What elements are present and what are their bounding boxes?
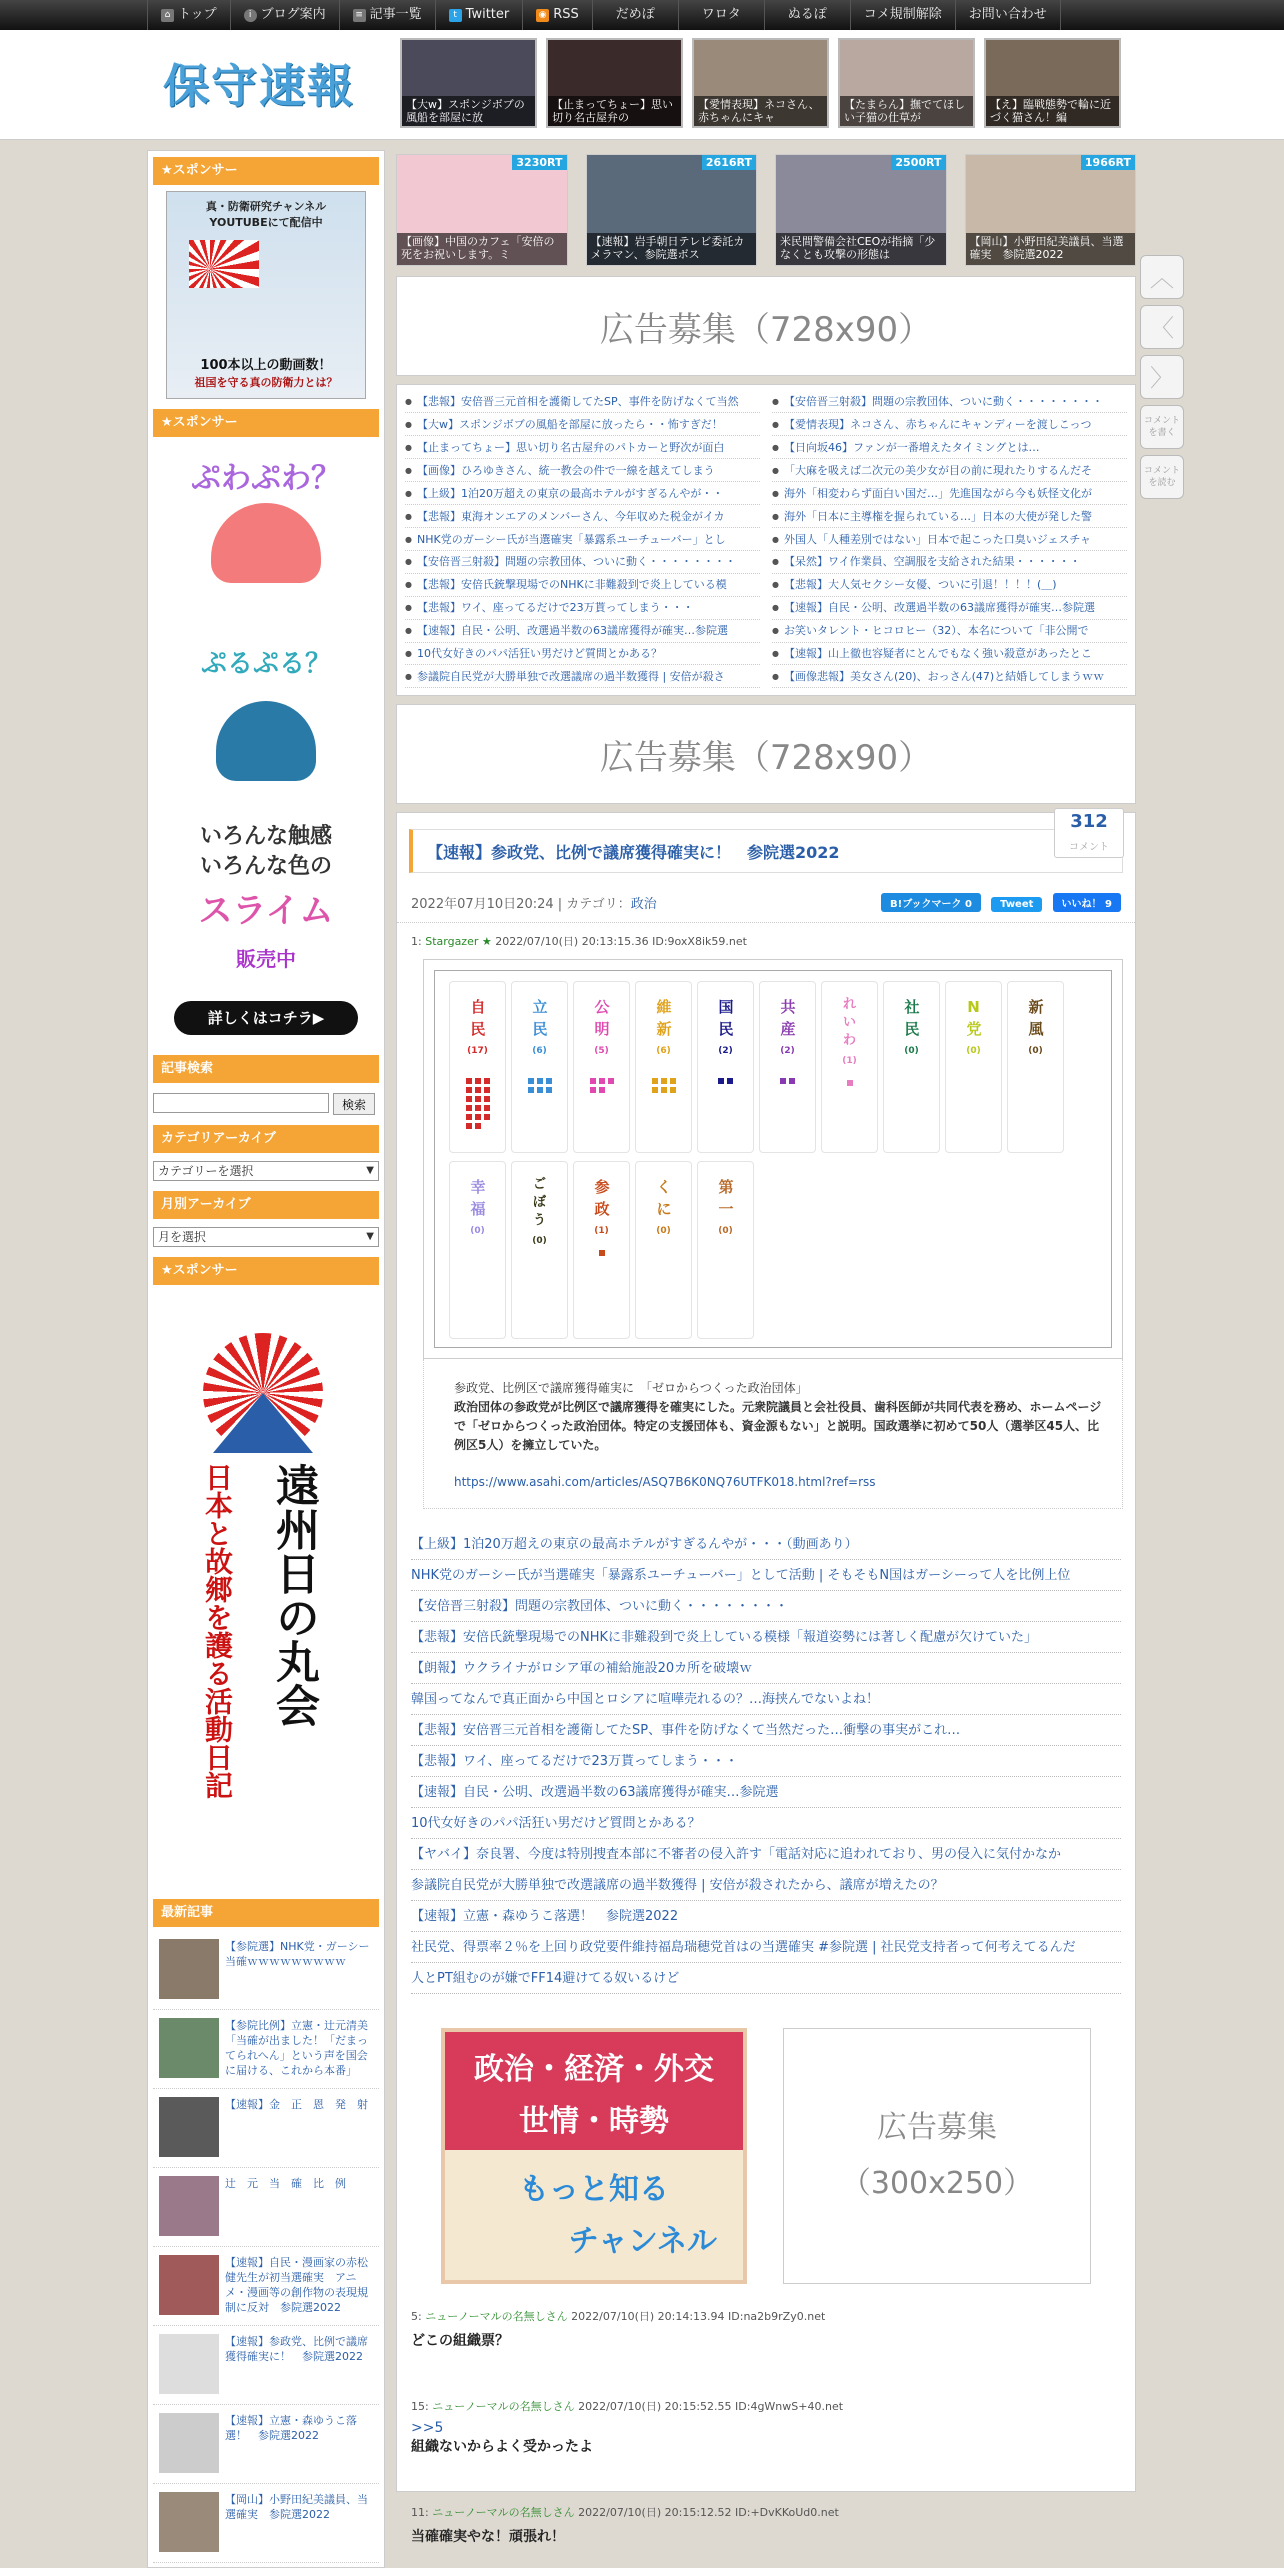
comment	[411, 2308, 1121, 2350]
related-link[interactable]: 【上級】1泊20万超えの東京の最高ホテルがすぎるんやが・・・（動画あり）	[411, 1529, 1121, 1560]
article-meta	[397, 883, 1135, 923]
party-card	[821, 981, 878, 1153]
banner-slime-t7: 詳しくはコチラ▶	[174, 1001, 358, 1035]
recent-post[interactable]: 【速報】立憲・森ゆうこ落選！ 参院選2022	[153, 2405, 379, 2484]
quote-url[interactable]: https://www.asahi.com/articles/ASQ7B6K0NQ76UTFK018.html?ref=rss	[454, 1475, 876, 1489]
related-link[interactable]: 【悲報】ワイ、座ってるだけで23万貰ってしまう・・・	[411, 1746, 1121, 1777]
banner-sub: YOUTUBEにて配信中	[209, 216, 323, 229]
banner-slime-t6: 販売中	[236, 947, 296, 971]
reply-anchor[interactable]: >>5	[411, 2420, 444, 2436]
scroll-up-button[interactable]	[1140, 255, 1184, 299]
party-card	[759, 981, 816, 1153]
seat-dot	[546, 1078, 552, 1084]
party-card	[697, 1161, 754, 1339]
recent-post[interactable]: 【岡山】小野田紀美議員、当選確実 参院選2022	[153, 2484, 379, 2563]
mount-fuji-icon	[213, 1393, 313, 1453]
seat-dot	[661, 1087, 667, 1093]
header-thumb[interactable]: 【愛情表現】ネコさん、赤ちゃんにキャ	[692, 38, 829, 128]
seat-dots	[574, 1078, 629, 1093]
seat-dot	[652, 1087, 658, 1093]
recent-post[interactable]: 辻 元 当 確 比 例	[153, 2168, 379, 2247]
comment-author: ニューノーマルの名無しさん	[432, 2400, 575, 2413]
party-card	[883, 981, 940, 1153]
link-item[interactable]: ● お笑いタレント・ヒコロヒー（32）、本名について「非公開で	[772, 620, 1127, 642]
party-card	[635, 1161, 692, 1339]
header-thumb[interactable]: 【たまらん】撫でてほしい子猫の仕草が	[838, 38, 975, 128]
prev-button[interactable]	[1140, 305, 1184, 349]
party-name: 共産	[780, 998, 796, 1038]
link-item[interactable]: ● 【愛情表現】ネコさん、赤ちゃんにキャンディーを渡しこっつ	[772, 414, 1127, 436]
party-name: 公明	[594, 998, 610, 1038]
link-item[interactable]: ● 【悲報】東海オンエアのメンバーさん、今年収めた税金がイカ	[405, 506, 760, 528]
twitter-icon: t	[449, 9, 462, 22]
seat-dot	[537, 1087, 543, 1093]
comment-date: 2022/07/10(日) 20:13:15.36 ID:9oxX8ik59.net	[495, 935, 747, 948]
party-card	[449, 1161, 506, 1339]
party-card	[573, 981, 630, 1153]
floating-nav	[1140, 255, 1186, 505]
read-comment-button[interactable]: コメントを読む	[1140, 455, 1184, 499]
party-name: 立民	[532, 998, 548, 1038]
link-item[interactable]: ● 外国人「人種差別ではない」日本で起こった口臭いジェスチャ	[772, 529, 1127, 551]
nav-comment-unblock[interactable]: コメ規制解除	[850, 0, 955, 30]
top-nav-items	[147, 0, 1061, 30]
seat-dot	[590, 1087, 596, 1093]
month-select[interactable]	[153, 1227, 379, 1247]
month-archive-heading: 月別アーカイブ	[153, 1191, 379, 1219]
link-list	[396, 384, 1136, 696]
party-seat-image	[423, 959, 1123, 1359]
chevron-down-icon: ▼	[366, 1165, 374, 1176]
main-content	[396, 150, 1136, 2568]
party-seat-count: (1)	[594, 1226, 609, 1236]
article-date-category	[411, 893, 657, 912]
party-card	[449, 981, 506, 1153]
comment-header	[411, 2398, 1121, 2414]
seat-dot	[727, 1078, 733, 1084]
recent-posts-heading: 最新記事	[153, 1899, 379, 1927]
related-link[interactable]: 【速報】立憲・森ゆうこ落選！ 参院選2022	[411, 1901, 1121, 1932]
party-name: 幸福	[470, 1178, 486, 1218]
recent-thumb	[159, 2413, 219, 2473]
party-name: ごぼう	[532, 1177, 546, 1228]
related-link[interactable]: NHK党のガーシー氏が当選確実「暴露系ユーチューバー」として活動 | そもそもN国はガーシーって人を比例上位	[411, 1560, 1121, 1591]
write-comment-button[interactable]: コメントを書く	[1140, 405, 1184, 449]
seat-dot	[780, 1078, 786, 1084]
chevron-right-icon: 〉	[1150, 364, 1174, 392]
comment-header: 1: Stargazer ★ 2022/07/10(日) 20:13:15.36 ID:9oxX8ik59.net	[411, 935, 747, 948]
quote-body: 政治団体の参政党が比例区で議席獲得を確実にした。元衆院議員と会社役員、歯科医師が共同代表を務め、ホームページで「ゼロからつくった政治団体。特定の支援団体も、資金源もない」と説明。国政選挙に初めて50人（選挙区45人、比例区5人）を擁立していた。	[454, 1400, 1102, 1452]
nav-rss[interactable]: ◉ RSS	[522, 0, 592, 30]
party-seat-count: (6)	[532, 1046, 547, 1056]
party-card	[697, 981, 754, 1153]
recent-thumb	[159, 2492, 219, 2552]
party-name: 維新	[656, 998, 672, 1038]
ad-placeholder-728[interactable]: 広告募集（728x90）	[396, 276, 1136, 376]
article-date: 2022年07月10日20:24	[411, 897, 554, 912]
sponsor-banner-slime[interactable]	[166, 443, 366, 1043]
link-item[interactable]: ● 海外「日本に主導権を握られている…」日本の大使が発した警	[772, 506, 1127, 528]
recent-thumb	[159, 2018, 219, 2078]
comment-header	[411, 2308, 1121, 2324]
comment-body	[411, 2330, 1121, 2350]
party-seat-count: (0)	[966, 1046, 981, 1056]
rt-thumb[interactable]: 2616RT 【速報】岩手朝日テレビ委託カメラマン、参院選ボス	[586, 154, 758, 266]
recent-post[interactable]: 【速報】自民・漫画家の赤松健先生が初当選確実 アニメ・漫画等の創作物の表現規制に反対 参院選2022	[153, 2247, 379, 2326]
comment-count-badge[interactable]	[1054, 808, 1124, 858]
seat-dot	[466, 1087, 472, 1093]
banner-line2: 祖国を守る真の防衛力とは？	[194, 376, 338, 389]
comment	[411, 2398, 1121, 2456]
comment-date: 2022/07/10(日) 20:15:52.55 ID:4gWnwS+40.net	[578, 2400, 844, 2413]
sponsor-heading: ★スポンサー	[153, 157, 379, 185]
party-seat-count: (0)	[532, 1236, 547, 1246]
header-thumb[interactable]: 【大w】スポンジボブの風船を部屋に放	[400, 38, 537, 128]
seat-dot	[475, 1078, 481, 1084]
rt-thumbs	[396, 154, 1136, 266]
link-item[interactable]: ● 【上級】1泊20万超えの東京の最高ホテルがすぎるんやが・・	[405, 483, 760, 505]
link-item[interactable]: ● 【止まってちょー】思い切り名古屋弁のパトカーと野次が面白	[405, 437, 760, 459]
nav-warota[interactable]: ワロタ	[678, 0, 764, 30]
seat-dot	[466, 1123, 472, 1129]
party-name: 自民	[470, 998, 486, 1038]
recent-post[interactable]: 【速報】参政党、比例で議席獲得確実に！ 参院選2022	[153, 2326, 379, 2405]
related-link[interactable]: 【ヤバイ】奈良署、今度は特別捜査本部に不審者の侵入許す「電話対応に追われており、男の侵入に気付かなか	[411, 1839, 1121, 1870]
seat-dot	[590, 1078, 596, 1084]
seat-dot	[847, 1080, 853, 1086]
seat-dot	[475, 1123, 481, 1129]
seat-dot	[789, 1078, 795, 1084]
recent-post[interactable]: 【参院比例】立憲・辻元清美「当確が出ました！「だまってられへん」という声を国会に届ける、これから本番」	[153, 2010, 379, 2089]
comment-author: ニューノーマルの名無しさん	[425, 2310, 568, 2323]
link-item[interactable]: ● 【悲報】安倍晋三元首相を護衛してたSP、事件を防げなくて当然	[405, 391, 760, 413]
link-item[interactable]: ● NHK党のガーシー氏が当選確実「暴露系ユーチューバー」とし	[405, 529, 760, 551]
sponsor-heading: ★スポンサー	[153, 1257, 379, 1285]
sidebar	[147, 150, 385, 2568]
recent-post[interactable]: 【参院選】NHK党・ガーシー当確ｗｗｗｗｗｗｗｗｗ	[153, 1931, 379, 2010]
banner-enshu-sub: 日本と故郷を護る活動日記	[201, 1463, 234, 1799]
seat-dot	[484, 1114, 490, 1120]
link-item[interactable]: ● 【日向坂46】ファンが一番増えたタイミングとは…	[772, 437, 1127, 459]
party-seat-count: (1)	[842, 1056, 857, 1066]
banner-slime-t1: ぷわぷわ？	[191, 461, 341, 496]
seat-dots	[698, 1078, 753, 1084]
category-archive-heading: カテゴリアーカイブ	[153, 1125, 379, 1153]
seat-dot	[718, 1078, 724, 1084]
comment-count: 312	[1070, 811, 1108, 832]
banner-slime-t3: いろんな触感	[199, 824, 332, 849]
banner-line: 政治・経済・外交	[474, 2052, 714, 2087]
party-name: くに	[656, 1178, 672, 1218]
article-title[interactable]: 【速報】参政党、比例で議席獲得確実に！ 参院選2022	[427, 842, 840, 862]
related-link[interactable]: 韓国ってなんで真正面から中国とロシアに喧嘩売れるの？…海挟んでないよね！	[411, 1684, 1121, 1715]
recent-posts	[153, 1931, 379, 2563]
link-item[interactable]: ● 【安倍晋三射殺】問題の宗教団体、ついに動く・・・・・・・・	[405, 551, 760, 573]
info-icon: i	[244, 9, 257, 22]
banner-slime-t5: スライム	[198, 891, 334, 931]
search-heading: 記事検索	[153, 1055, 379, 1083]
party-name: れいわ	[842, 997, 856, 1048]
category-prefix: | カテゴリ：	[553, 897, 631, 912]
facebook-like-button[interactable]: いいね！ 9	[1053, 893, 1121, 912]
party-name: 国民	[718, 998, 734, 1038]
party-card	[635, 981, 692, 1153]
seat-dot	[670, 1087, 676, 1093]
party-name: 参政	[594, 1178, 610, 1218]
nav-home[interactable]: ⌂ トップ	[147, 0, 230, 30]
party-card	[511, 1161, 568, 1339]
banner-title: 真・防衛研究チャンネル	[205, 200, 327, 213]
comment-header	[411, 2504, 1121, 2520]
comment-date: 2022/07/10(日) 20:14:13.94 ID:na2b9rZy0.net	[571, 2310, 826, 2323]
link-item[interactable]: ● 【呆然】ワイ作業員、空調服を支給された結果・・・・・・	[772, 551, 1127, 573]
link-item[interactable]: ● 参議院自民党が大勝単独で改選議席の過半数獲得 | 安倍が殺さ	[405, 666, 760, 688]
link-item[interactable]: ● 【悲報】ワイ、座ってるだけで23万貰ってしまう・・・	[405, 597, 760, 619]
search-input[interactable]	[153, 1093, 329, 1113]
seat-dot	[599, 1250, 605, 1256]
comment-count-label: コメント	[1069, 842, 1109, 853]
link-item[interactable]: ● 【画像悲報】美女さん(20)、おっさん(47)と結婚してしまうｗｗ	[772, 666, 1127, 688]
comment-author: ニューノーマルの名無しさん	[432, 2506, 575, 2519]
seat-dot	[537, 1078, 543, 1084]
home-icon: ⌂	[161, 9, 174, 22]
comment-author: Stargazer ★	[425, 935, 492, 948]
seat-dots	[574, 1250, 629, 1256]
category-select-label: カテゴリーを選択	[158, 1164, 254, 1178]
party-seat-count: (2)	[780, 1046, 795, 1056]
seat-dot	[475, 1105, 481, 1111]
ad-row	[441, 2028, 1091, 2284]
seat-dots	[760, 1078, 815, 1084]
link-item[interactable]: ● 10代女好きのパパ活狂い男だけど質問とかある？	[405, 643, 760, 665]
top-nav	[0, 0, 1284, 30]
chevron-up-icon: ︿	[1150, 264, 1174, 292]
header-thumbs	[400, 38, 1121, 128]
sponsor-banner-enshu[interactable]	[153, 1293, 379, 1883]
link-item[interactable]: ● 【速報】山上徹也容疑者にとんでもなく強い殺意があったとこ	[772, 643, 1127, 665]
comment-date: 2022/07/10(日) 20:15:12.52 ID:+DvKKoUd0.net	[578, 2506, 839, 2519]
seat-dot	[528, 1087, 534, 1093]
nav-nurupo[interactable]: ぬるぽ	[764, 0, 850, 30]
party-seat-count: (6)	[656, 1046, 671, 1056]
party-seat-count: (0)	[1028, 1046, 1043, 1056]
seat-dot	[484, 1105, 490, 1111]
party-seat-count: (5)	[594, 1046, 609, 1056]
comment-first	[397, 923, 1135, 949]
party-seat-count: (0)	[718, 1226, 733, 1236]
seat-dot	[466, 1105, 472, 1111]
tweet-button[interactable]: Tweet	[991, 897, 1042, 912]
seat-dot	[466, 1114, 472, 1120]
related-link[interactable]: 【速報】自民・公明、改選過半数の63議席獲得が確実…参院選	[411, 1777, 1121, 1808]
recent-post[interactable]: 【速報】金 正 恩 発 射	[153, 2089, 379, 2168]
nav-blog-info[interactable]: i ブログ案内	[230, 0, 339, 30]
chevron-down-icon: ▼	[366, 1231, 374, 1242]
related-link[interactable]: 社民党、得票率２％を上回り政党要件維持福島瑞穂党首はの当選確実 #参院選 | 社民党支持者って何考えてるんだ	[411, 1932, 1121, 1963]
seat-dot	[608, 1078, 614, 1084]
rt-thumb[interactable]: 1966RT 【岡山】小野田紀美議員、当選確実 参院選2022	[965, 154, 1137, 266]
ad-placeholder-300[interactable]: 広告募集 （300x250）	[783, 2028, 1091, 2284]
party-card	[511, 981, 568, 1153]
rt-thumb[interactable]: 3230RT 【画像】中国のカフェ「安倍の死をお祝いします。ミ	[396, 154, 568, 266]
comment	[411, 2504, 1121, 2546]
header-thumb[interactable]: 【え】臨戦態勢で輪に近づく猫さん！編	[984, 38, 1121, 128]
article	[396, 811, 1136, 2545]
comment-number[interactable]: 11:	[411, 2506, 429, 2519]
nav-article-list[interactable]: ≡ 記事一覧	[339, 0, 435, 30]
comment-text: どこの組織票？	[411, 2333, 509, 2349]
seat-dot	[599, 1087, 605, 1093]
site-header	[0, 30, 1284, 140]
comments	[397, 2284, 1135, 2546]
party-seat-count: (17)	[467, 1046, 488, 1056]
rising-sun-flag-icon	[189, 240, 259, 288]
search-form	[153, 1093, 379, 1115]
ad-placeholder-728[interactable]: 広告募集（728x90）	[396, 704, 1136, 804]
banner-line: チャンネル	[568, 2224, 717, 2259]
party-seat-count: (0)	[656, 1226, 671, 1236]
recent-thumb	[159, 2334, 219, 2394]
link-item[interactable]: ● 【安倍晋三射殺】問題の宗教団体、ついに動く・・・・・・・・	[772, 391, 1127, 413]
link-item[interactable]: ● 【悲報】安倍氏銃撃現場でのNHKに非難殺到で炎上している模	[405, 574, 760, 596]
party-seat-count: (0)	[904, 1046, 919, 1056]
link-item[interactable]: ● 【速報】自民・公明、改選過半数の63議席獲得が確実…参院選	[405, 620, 760, 642]
banner-politics-channel[interactable]	[441, 2028, 747, 2284]
related-link[interactable]: 【安倍晋三射殺】問題の宗教団体、ついに動く・・・・・・・・	[411, 1591, 1121, 1622]
banner-line: 世情・時勢	[519, 2104, 669, 2139]
related-link[interactable]: 【悲報】安倍晋三元首相を護衛してたSP、事件を防げなくて当然だった…衝撃の事実がこれ…	[411, 1715, 1121, 1746]
link-item[interactable]: ● 海外「相変わらず面白い国だ…」先進国ながら今も妖怪文化が	[772, 483, 1127, 505]
related-link[interactable]: 参議院自民党が大勝単独で改選議席の過半数獲得 | 安倍が殺されたから、議席が増えたの？	[411, 1870, 1121, 1901]
sponsor-banner-defense[interactable]	[166, 191, 366, 399]
search-button[interactable]: 検索	[333, 1093, 375, 1115]
seat-dot	[670, 1078, 676, 1084]
link-item[interactable]: ● 【悲報】大人気セクシー女優、ついに引退！！！！(＿)	[772, 574, 1127, 596]
seat-dot	[475, 1114, 481, 1120]
seat-dots	[636, 1078, 691, 1093]
share-buttons	[875, 893, 1121, 912]
related-link[interactable]: 人とPT組むのが嫌でFF14避けてる奴いるけど	[411, 1963, 1121, 1994]
nav-damepo[interactable]: だめぽ	[592, 0, 678, 30]
seat-dots	[512, 1078, 567, 1093]
hatena-bookmark-button[interactable]: B!ブックマーク 0	[881, 893, 981, 912]
seat-dot	[475, 1096, 481, 1102]
seat-dot	[661, 1078, 667, 1084]
party-seat-count: (0)	[470, 1226, 485, 1236]
seat-dot	[475, 1087, 481, 1093]
party-name: 新風	[1028, 998, 1044, 1038]
next-button[interactable]	[1140, 355, 1184, 399]
quoted-article	[423, 1359, 1123, 1509]
comment-text: 当確確実やな！頑張れ！	[411, 2529, 565, 2545]
category-link[interactable]: 政治	[630, 897, 657, 912]
seat-dots	[450, 1078, 505, 1129]
party-name: 社民	[904, 998, 920, 1038]
seat-dot	[652, 1078, 658, 1084]
recent-thumb	[159, 2176, 219, 2236]
seat-dot	[484, 1096, 490, 1102]
banner-line: もっと知る	[519, 2172, 669, 2207]
category-select[interactable]	[153, 1161, 379, 1181]
party-card	[945, 981, 1002, 1153]
comment-body	[411, 2420, 1121, 2456]
pink-slime-icon	[211, 503, 321, 583]
party-name: N党	[966, 998, 982, 1038]
related-link[interactable]: 【朗報】ウクライナがロシア軍の補給施設20カ所を破壊ｗ	[411, 1653, 1121, 1684]
link-item[interactable]: ● 「大麻を吸えば二次元の美少女が目の前に現れたりするんだそ	[772, 460, 1127, 482]
chevron-left-icon: 〈	[1150, 314, 1174, 342]
comment-body	[411, 2526, 1121, 2546]
party-name: 第一	[718, 1178, 734, 1218]
seat-dot	[599, 1078, 605, 1084]
party-card	[573, 1161, 630, 1339]
comment-text: 組織ないからよく受かったよ	[411, 2439, 593, 2455]
related-link[interactable]: 10代女好きのパパ活狂い男だけど質問とかある？	[411, 1808, 1121, 1839]
seat-dot	[528, 1078, 534, 1084]
banner-enshu-title: 遠州日の丸会	[268, 1463, 319, 1727]
comment-number[interactable]: 5:	[411, 2310, 422, 2323]
seat-dot	[546, 1087, 552, 1093]
seat-dot	[466, 1078, 472, 1084]
article-title-bar	[409, 811, 1123, 873]
seat-dot	[484, 1087, 490, 1093]
list-icon: ≡	[353, 9, 366, 22]
comment-number[interactable]: 15:	[411, 2400, 429, 2413]
banner-top-block	[445, 2032, 743, 2150]
nav-twitter[interactable]: t Twitter	[435, 0, 523, 30]
related-links	[411, 1529, 1121, 1994]
recent-thumb	[159, 2255, 219, 2315]
seat-dot	[484, 1078, 490, 1084]
party-seat-count: (2)	[718, 1046, 733, 1056]
site-logo[interactable]: 保守速報	[163, 59, 355, 113]
quote-title: 参政党、比例区で議席獲得確実に 「ゼロからつくった政治団体」	[454, 1381, 808, 1395]
banner-line1: 100本以上の動画数！	[200, 358, 332, 373]
header-thumb[interactable]: 【止まってちょー】思い切り名古屋弁の	[546, 38, 683, 128]
rt-thumb[interactable]: 2500RT 米民間警備会社CEOが指摘「少なくとも攻撃の形態は	[775, 154, 947, 266]
party-seat-board	[434, 970, 1112, 1348]
blue-slime-icon	[216, 701, 316, 781]
month-select-label: 月を選択	[158, 1230, 207, 1244]
recent-thumb	[159, 1939, 219, 1999]
recent-thumb	[159, 2097, 219, 2157]
link-item[interactable]: ● 【大w】スポンジボブの風船を部屋に放ったら・・怖すぎだ！	[405, 414, 760, 436]
related-link[interactable]: 【悲報】安倍氏銃撃現場でのNHKに非難殺到で炎上している模様「報道姿勢には著しく配慮が欠けていた」	[411, 1622, 1121, 1653]
seat-dot	[466, 1096, 472, 1102]
nav-contact[interactable]: お問い合わせ	[955, 0, 1061, 30]
seat-dots	[822, 1080, 877, 1086]
banner-slime-t2: ぷるぷる？	[200, 649, 331, 679]
rss-icon: ◉	[536, 9, 549, 22]
link-item[interactable]: ● 【速報】自民・公明、改選過半数の63議席獲得が確実…参院選	[772, 597, 1127, 619]
sponsor-heading: ★スポンサー	[153, 409, 379, 437]
link-item[interactable]: ● 【画像】ひろゆきさん、統一教会の件で一線を越えてしまう	[405, 460, 760, 482]
party-card	[1007, 981, 1064, 1153]
banner-slime-t4: いろんな色の	[199, 854, 332, 879]
